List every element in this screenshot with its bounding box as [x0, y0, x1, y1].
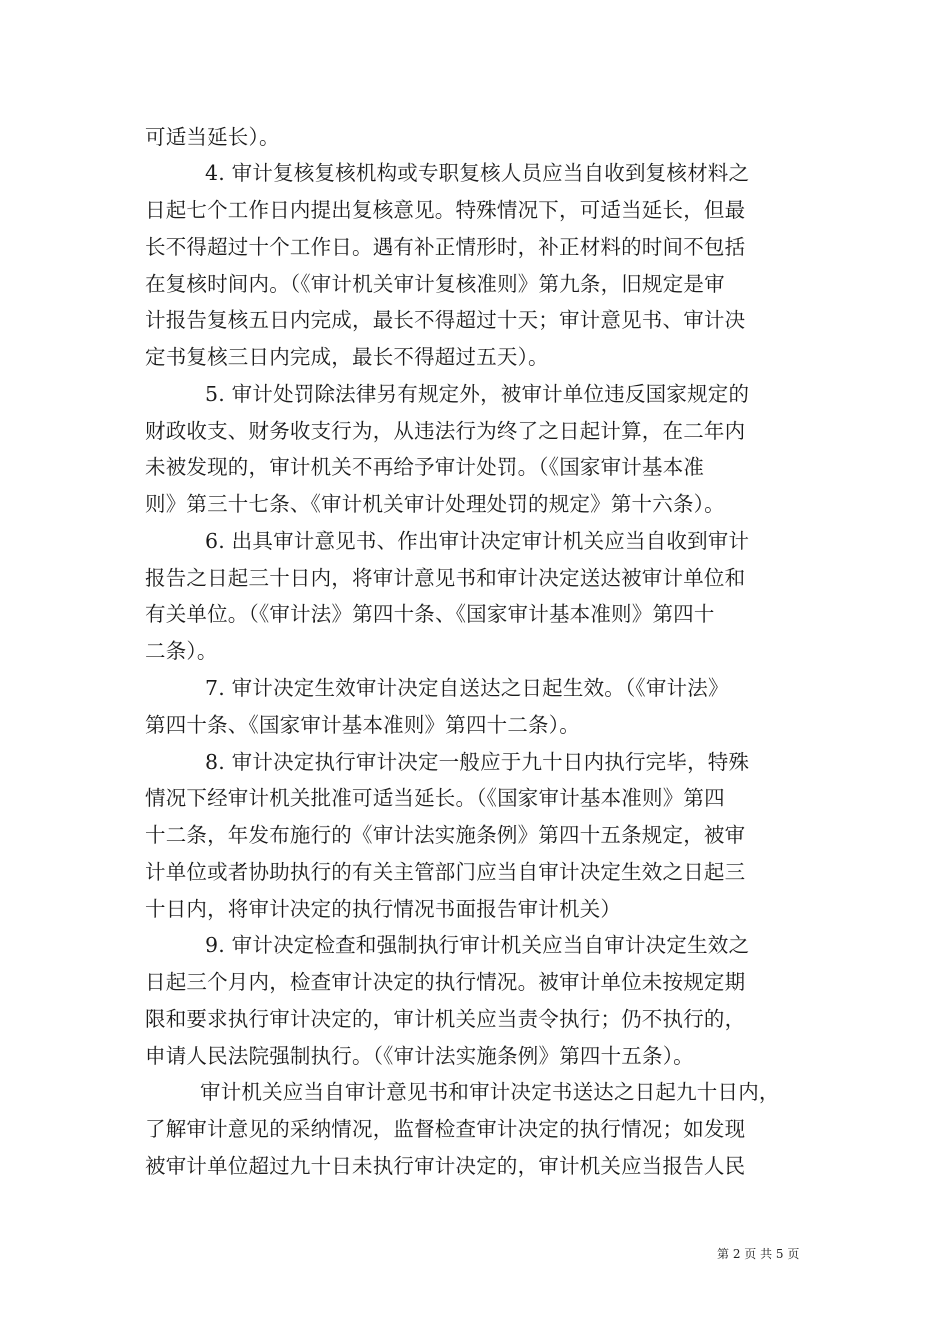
text-line: 9. 审计决定检查和强制执行审计机关应当自审计决定生效之 — [205, 933, 750, 957]
text-line: 长不得超过十个工作日。遇有补正情形时，补正材料的时间不包括 — [145, 235, 746, 259]
text-line: 可适当延长）。 — [145, 125, 280, 149]
text-line: 报告之日起三十日内，将审计意见书和审计决定送达被审计单位和 — [145, 566, 746, 590]
text-line: 二条）。 — [145, 639, 218, 663]
text-line: 财政收支、财务收支行为，从违法行为终了之日起计算，在二年内 — [145, 419, 746, 443]
text-line: 4. 审计复核复核机构或专职复核人员应当自收到复核材料之 — [205, 161, 750, 185]
text-line: 8. 审计决定执行审计决定一般应于九十日内执行完毕，特殊 — [205, 750, 750, 774]
text-line: 未被发现的，审计机关不再给予审计处罚。（《国家审计基本准 — [145, 455, 705, 479]
text-line: 有关单位。（《审计法》第四十条、《国家审计基本准则》第四十 — [145, 602, 715, 626]
text-line: 十日内，将审计决定的执行情况书面报告审计机关） — [145, 897, 622, 921]
text-line: 第四十条、《国家审计基本准则》第四十二条）。 — [145, 713, 580, 737]
text-line: 计单位或者协助执行的有关主管部门应当自审计决定生效之日起三 — [145, 860, 746, 884]
text-line: 了解审计意见的采纳情况，监督检查审计决定的执行情况；如发现 — [145, 1117, 746, 1141]
text-line: 在复核时间内。（《审计机关审计复核准则》第九条，旧规定是审 — [145, 272, 725, 296]
text-line: 情况下经审计机关批准可适当延长。（《国家审计基本准则》第四 — [145, 786, 725, 810]
text-line: 定书复核三日内完成，最长不得超过五天）。 — [145, 345, 549, 369]
text-line: 限和要求执行审计决定的，审计机关应当责令执行；仍不执行的， — [145, 1007, 746, 1031]
text-line: 被审计单位超过九十日未执行审计决定的，审计机关应当报告人民 — [145, 1154, 746, 1178]
text-line: 5. 审计处罚除法律另有规定外，被审计单位违反国家规定的 — [205, 382, 750, 406]
text-line: 日起三个月内，检查审计决定的执行情况。被审计单位未按规定期 — [145, 970, 746, 994]
text-line: 审计机关应当自审计意见书和审计决定书送达之日起九十日内， — [200, 1080, 780, 1104]
text-line: 7. 审计决定生效审计决定自送达之日起生效。（《审计法》 — [205, 676, 729, 700]
page-number-footer: 第 2 页 共 5 页 — [717, 1247, 800, 1261]
text-line: 日起七个工作日内提出复核意见。特殊情况下，可适当延长，但最 — [145, 198, 746, 222]
text-line: 申请人民法院强制执行。（《审计法实施条例》第四十五条）。 — [145, 1044, 694, 1068]
text-line: 计报告复核五日内完成，最长不得超过十天；审计意见书、审计决 — [145, 308, 746, 332]
text-line: 则》第三十七条、《审计机关审计处理处罚的规定》第十六条）。 — [145, 492, 725, 516]
text-line: 6. 出具审计意见书、作出审计决定审计机关应当自收到审计 — [205, 529, 750, 553]
text-line: 十二条，年发布施行的《审计法实施条例》第四十五条规定，被审 — [145, 823, 746, 847]
